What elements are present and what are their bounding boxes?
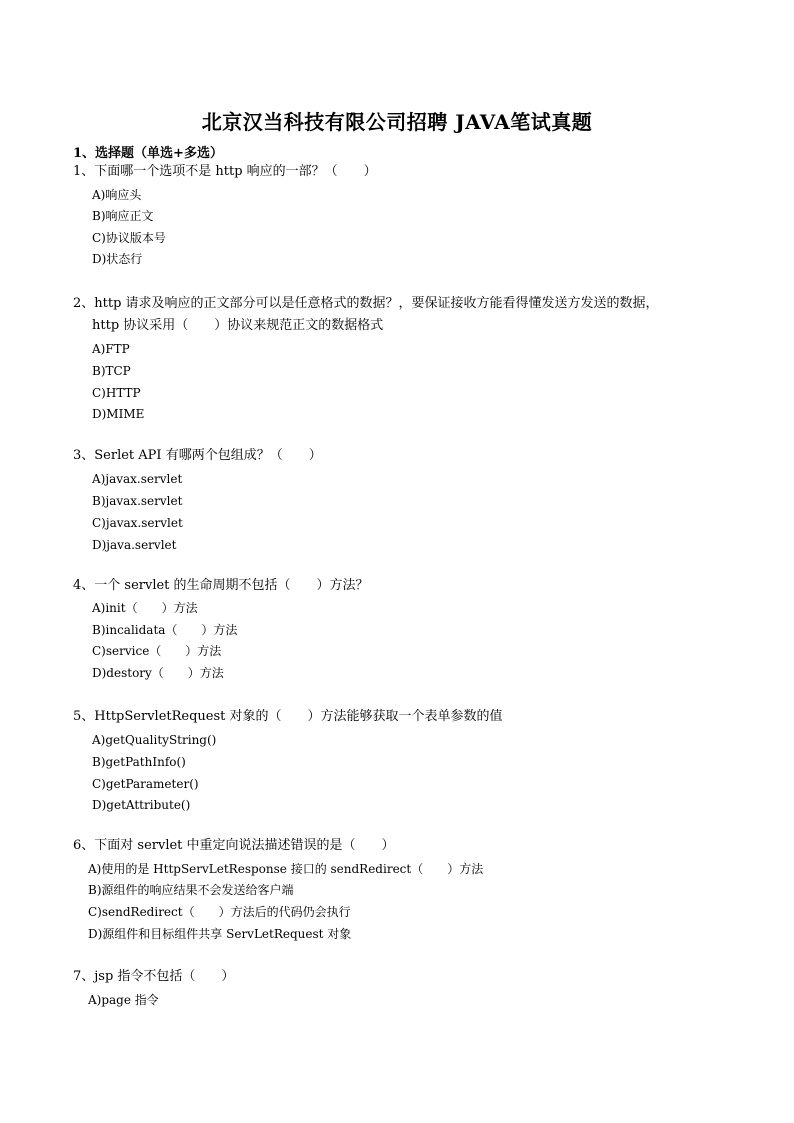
question-5: 5、HttpServletRequest 对象的（ ）方法能够获取一个表单参数的值 <box>73 709 503 724</box>
question-2-option-d: D)MIME <box>92 407 145 421</box>
question-2-option-c: C)HTTP <box>92 386 141 400</box>
question-6-option-d: D)源组件和目标组件共享 ServLetRequest 对象 <box>88 927 352 941</box>
question-5-option-c: C)getParameter() <box>92 777 199 791</box>
question-3-option-d: D)java.servlet <box>92 538 177 552</box>
question-4-option-d: D)destory（ ）方法 <box>92 666 224 680</box>
question-3-option-c: C)javax.servlet <box>92 516 183 530</box>
page-title: 北京汉当科技有限公司招聘 JAVA笔试真题 <box>201 110 593 134</box>
question-7: 7、jsp 指令不包括（ ） <box>73 969 235 984</box>
question-1-option-d: D)状态行 <box>92 252 143 266</box>
question-5-option-a: A)getQualityString() <box>92 733 217 747</box>
question-2-option-b: B)TCP <box>92 364 131 378</box>
question-3-option-a: A)javax.servlet <box>92 472 183 486</box>
question-2: 2、http 请求及响应的正文部分可以是任意格式的数据？，要保证接收方能看得懂发送方发送的数据， <box>73 296 659 311</box>
question-6-option-b: B)源组件的响应结果不会发送给客户端 <box>88 883 294 897</box>
question-6-option-c: C)sendRedirect（ ）方法后的代码仍会执行 <box>88 905 351 919</box>
question-1-option-b: B)响应正文 <box>92 209 154 223</box>
question-1-option-c: C)协议版本号 <box>92 231 166 245</box>
question-6-option-a: A)使用的是 HttpServLetResponse 接口的 sendRedirect（ ）方法 <box>88 862 484 876</box>
question-5-option-d: D)getAttribute() <box>92 798 191 812</box>
question-4-option-c: C)service（ ）方法 <box>92 644 222 658</box>
question-5-option-b: B)getPathInfo() <box>92 755 186 769</box>
question-6: 6、下面对 servlet 中重定向说法描述错误的是（ ） <box>73 838 395 853</box>
question-3-option-b: B)javax.servlet <box>92 494 183 508</box>
question-2-option-a: A)FTP <box>92 342 130 356</box>
question-1-option-a: A)响应头 <box>92 188 142 202</box>
question-7-option-a: A)page 指令 <box>88 993 159 1007</box>
question-1: 1、下面哪一个选项不是 http 响应的一部？（ ） <box>73 164 377 179</box>
question-2-continuation: http 协议采用（ ）协议来规范正文的数据格式 <box>92 318 384 333</box>
question-3: 3、Serlet API 有哪两个包组成？（ ） <box>73 448 322 463</box>
section-heading: 1、选择题（单选+多选） <box>73 146 223 161</box>
question-4: 4、一个 servlet 的生命周期不包括（ ）方法？ <box>73 578 369 593</box>
question-4-option-b: B)incalidata（ ）方法 <box>92 623 238 637</box>
question-4-option-a: A)init（ ）方法 <box>92 601 198 615</box>
